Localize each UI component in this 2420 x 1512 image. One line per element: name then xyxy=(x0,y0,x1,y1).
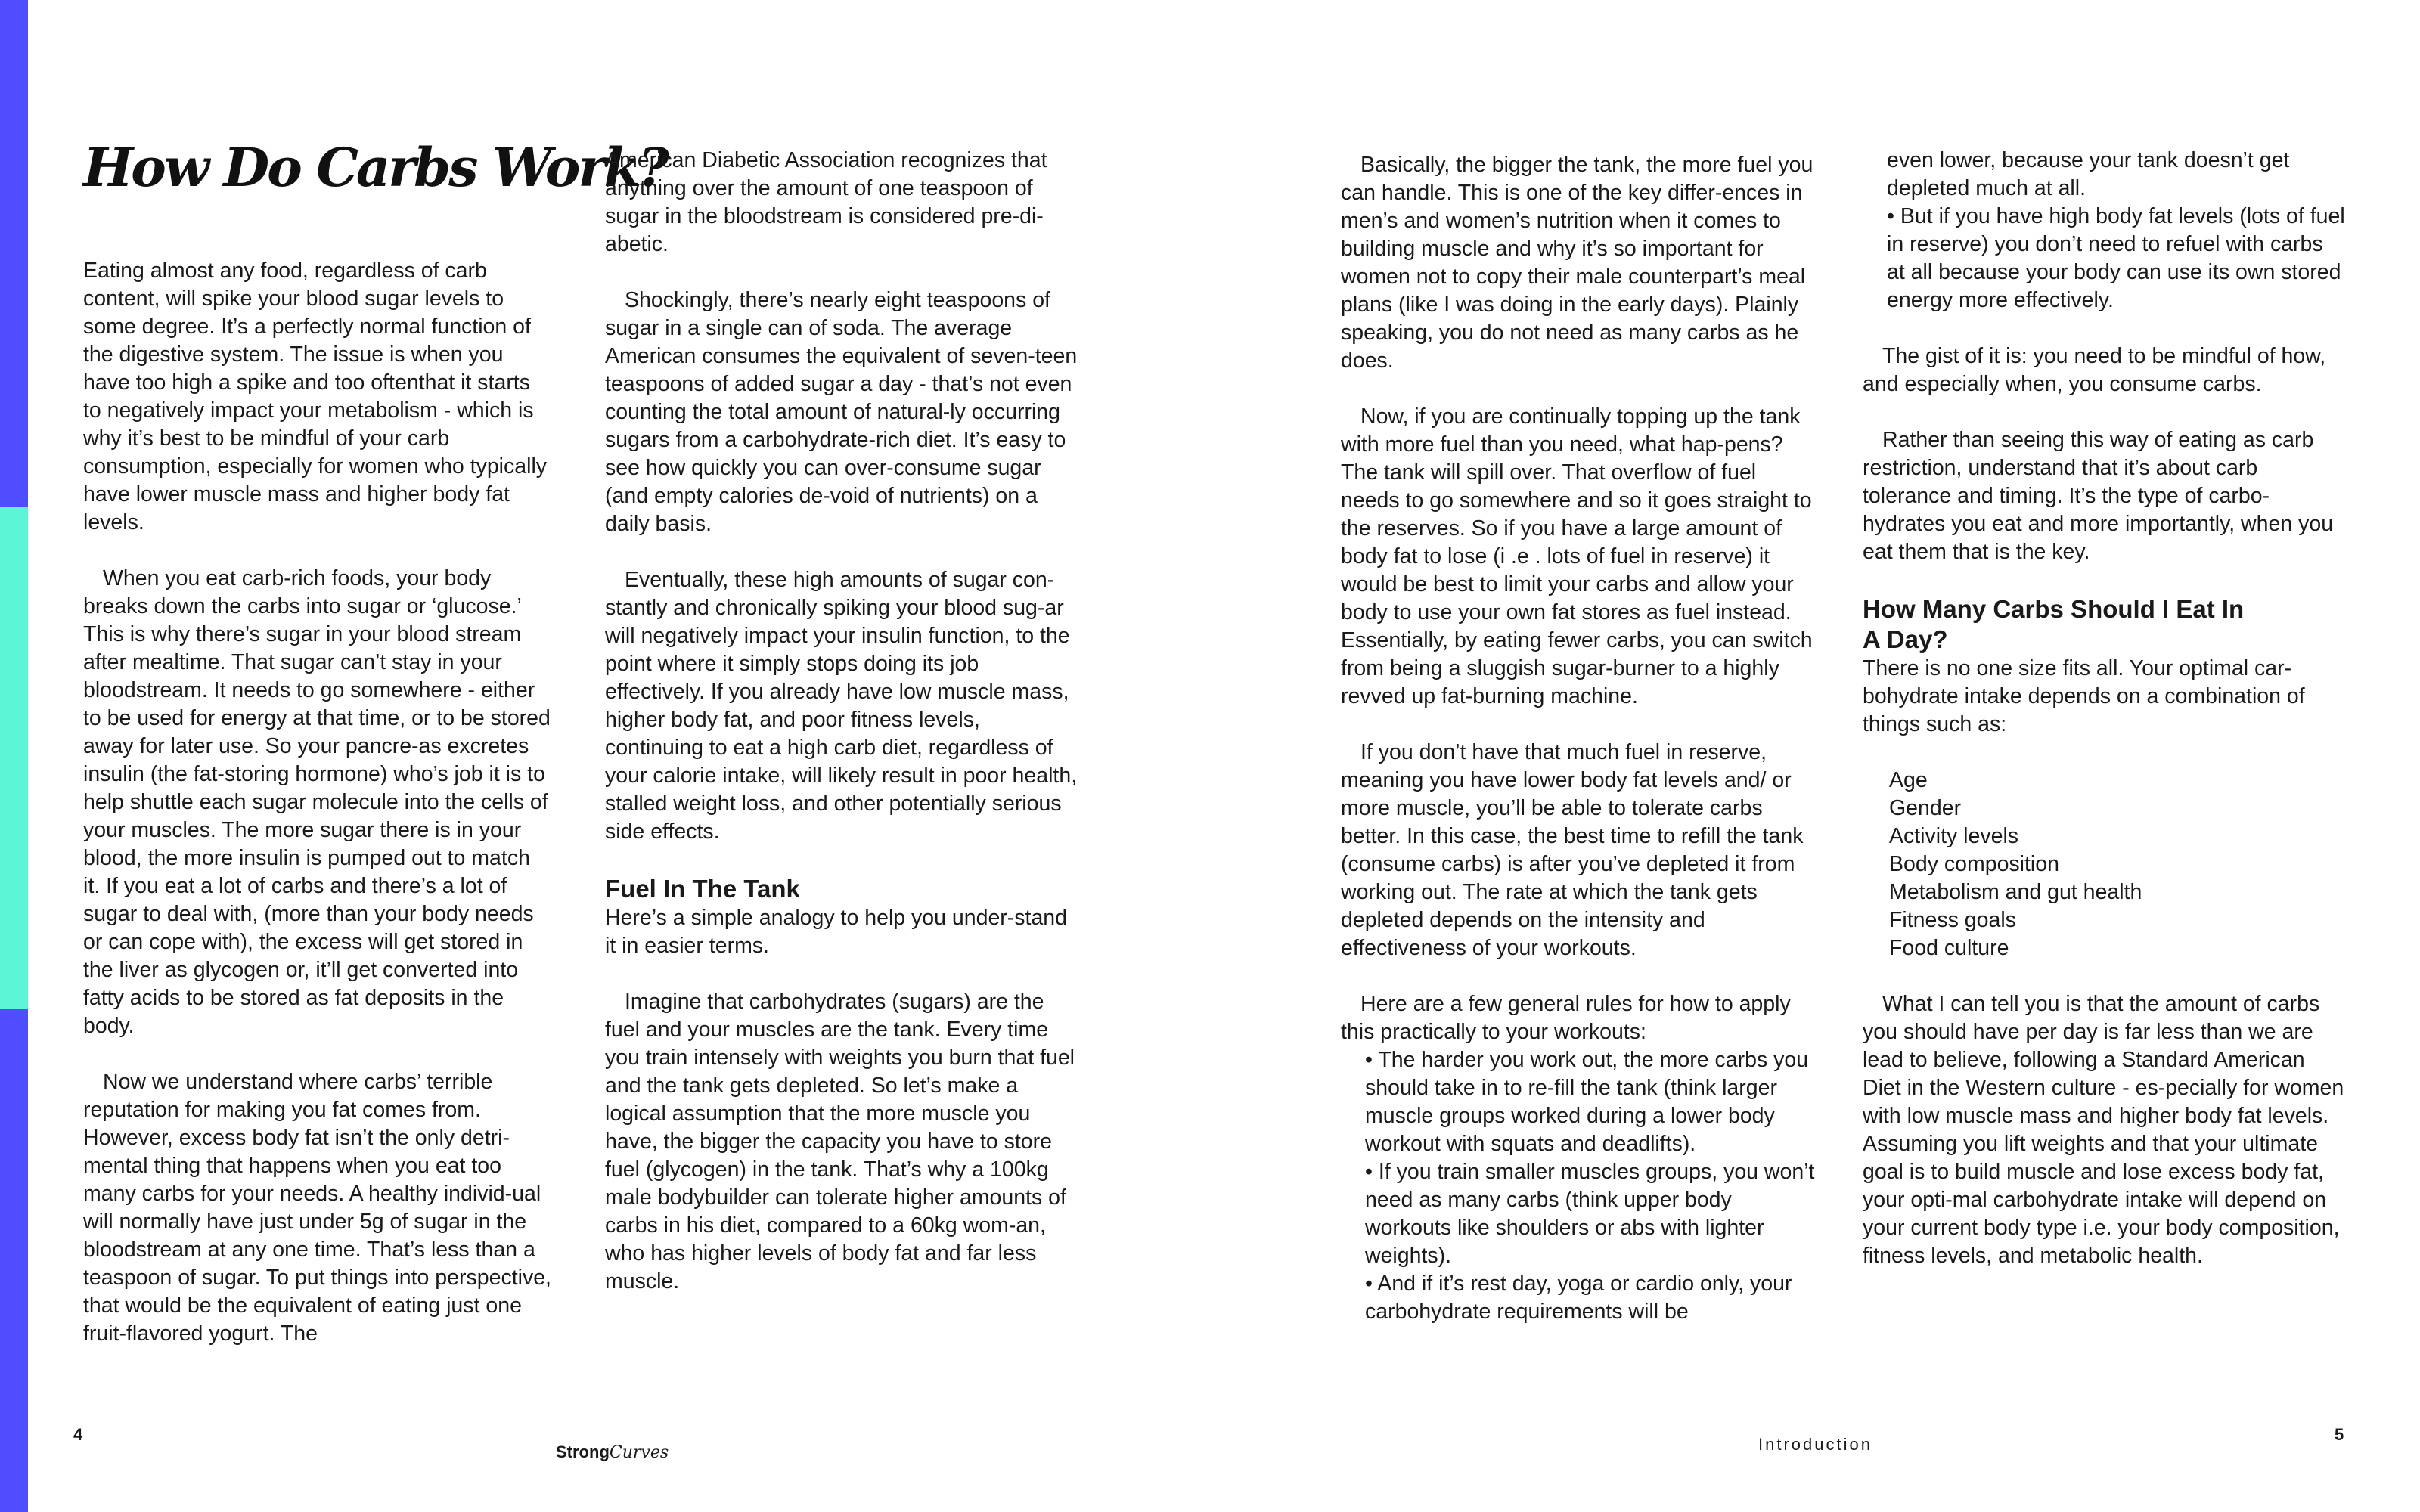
list-item: Activity levels xyxy=(1889,824,2019,848)
paragraph: When you eat carb-rich foods, your body breaks down the carbs into sugar or ‘glucose.’ This is why there’s sugar in your blood stream after mealtime. That sugar can’t stay in your bloodstream. It needs to go somewhere - either to be used for energy at that time, or to be stored away for later use. So your pancre-as excretes insulin (the fat-storing hormone) who’s job it is to help shuttle each sugar molecule into the cells of your muscles. The more sugar there is in your blood, the more insulin is pumped out to match it. If you eat a lot of carbs and there’s a lot of sugar to deal with, (more than your body needs or can cope with), the excess will get stored in the liver as glycogen or, it’ll get converted into fatty acids to be stored as fat deposits in the body. xyxy=(83,566,551,1038)
list-item: • If you train smaller muscles groups, you won’t need as many carbs (think upper body workouts like shoulders or abs with lighter weights). xyxy=(1365,1160,1815,1268)
paragraph: The gist of it is: you need to be mindful of how, and especially when, you consume carbs. xyxy=(1863,344,2326,396)
factors-list xyxy=(1863,767,2347,962)
right-column-2 xyxy=(1863,147,2347,1298)
paragraph: There is no one size fits all. Your optimal car-bohydrate intake depends on a combination of things such as: xyxy=(1863,656,2305,736)
paragraph: Now we understand where carbs’ terrible reputation for making you fat comes from. However, excess body fat isn’t the only detri-mental thing that happens when you eat too many carbs for your needs. A healthy individ-ual will normally have just under 5g of sugar in the bloodstream at any one time. That’s less than a teaspoon of sugar. To put things into perspective, that would be the equivalent of eating just one fruit-flavored yogurt. The xyxy=(83,1070,551,1346)
paragraph: Basically, the bigger the tank, the more fuel you can handle. This is one of the key differ-ences in men’s and women’s nutrition when it comes to building muscle and why it’s so important for women not to copy their male counterpart’s meal plans (like I was doing in the early days). Plainly speaking, you do not need as many carbs as he does. xyxy=(1341,153,1813,373)
list-item: • And if it’s rest day, yoga or cardio only, your carbohydrate requirements will be xyxy=(1365,1272,1792,1324)
page-number-left: 4 xyxy=(73,1425,83,1444)
list-item: Age xyxy=(1889,768,1928,792)
paragraph: Here’s a simple analogy to help you under-stand it in easier terms. xyxy=(605,906,1068,958)
list-item: Food culture xyxy=(1889,936,2009,960)
list-item: even lower, because your tank doesn’t get depleted much at all. xyxy=(1887,148,2290,200)
list-item: Metabolism and gut health xyxy=(1889,880,2142,904)
list-item: • But if you have high body fat levels (lots of fuel in reserve) you don’t need to refuel with carbs at all because your body can use its own stored energy more effectively. xyxy=(1887,204,2345,312)
accent-strip-bottom xyxy=(0,1009,28,1512)
rules-list-continued xyxy=(1863,147,2347,314)
section-label: Introduction xyxy=(1758,1435,1872,1454)
paragraph: Imagine that carbohydrates (sugars) are the fuel and your muscles are the tank. Every time you train intensely with weights you burn that fuel and the tank gets depleted. So let’s make a logical assumption that the more muscle you have, the bigger the capacity you have to store fuel (glycogen) in the tank. That’s why a 100kg male bodybuilder can tolerate higher amounts of carbs in his diet, compared to a 60kg wom-an, who has higher levels of body fat and far less muscle. xyxy=(605,990,1075,1294)
paragraph: If you don’t have that much fuel in reserve, meaning you have lower body fat levels and/ or more muscle, you’ll be able to tolerate carbs better. In this case, the best time to refill the tank (consume carbs) is after you’ve depleted it from working out. The rate at which the tank gets depleted depends on the intensity and effectiveness of your workouts. xyxy=(1341,740,1804,960)
paragraph: Eventually, these high amounts of sugar con-stantly and chronically spiking your blood sug-ar will negatively impact your insulin function, to the point where it simply stops doing its job effectively. If you already have low muscle mass, higher body fat, and poor fitness levels, continuing to eat a high carb diet, regardless of your calorie intake, will likely result in poor health, stalled weight loss, and other potentially serious side effects. xyxy=(605,568,1078,844)
left-column-2 xyxy=(605,147,1078,1324)
paragraph: Rather than seeing this way of eating as carb restriction, understand that it’s about carb tolerance and timing. It’s the type of carbo-hydrates you eat and more importantly, when you eat them that is the key. xyxy=(1863,428,2334,564)
right-column-1 xyxy=(1341,151,1817,1326)
rules-list xyxy=(1341,1046,1817,1326)
footer-logo xyxy=(556,1442,669,1462)
accent-strip-top xyxy=(0,0,28,507)
section-heading-how-many-carbs: How Many Carbs Should I Eat In A Day? xyxy=(1863,595,2245,653)
list-item: Gender xyxy=(1889,796,1962,820)
paragraph: Now, if you are continually topping up the tank with more fuel than you need, what hap-pens? The tank will spill over. That overflow of fuel needs to go somewhere and so it goes straight to the reserves. So if you have a large amount of body fat to lose (i .e . lots of fuel in reserve) it would be best to limit your carbs and allow your body to use your own fat stores as fuel instead. Essentially, by eating fewer carbs, you can switch from being a sluggish sugar-burner to a highly revved up fat-burning machine. xyxy=(1341,404,1813,708)
paragraph: Eating almost any food, regardless of carb content, will spike your blood sugar levels to some degree. It’s a perfectly normal function of the digestive system. The issue is when you have too high a spike and too oftenthat it starts to negatively impact your metabolism - which is why it’s best to be mindful of your carb consumption, especially for women who typically have lower muscle mass and higher body fat levels. xyxy=(83,259,548,534)
page-number-right: 5 xyxy=(2335,1425,2344,1444)
paragraph: Here are a few general rules for how to apply this practically to your workouts: xyxy=(1341,992,1791,1044)
footer-logo-bold: Strong xyxy=(556,1442,610,1461)
paragraph: American Diabetic Association recognizes that anything over the amount of one teaspoon of sugar in the bloodstream is considered pre-di-abetic. xyxy=(605,148,1047,256)
section-heading-fuel-in-the-tank: Fuel In The Tank xyxy=(605,875,800,903)
paragraph: What I can tell you is that the amount of carbs you should have per day is far less than we are lead to believe, following a Standard American Diet in the Western culture - es-pecially for women with low muscle mass and higher body fat levels. Assuming you lift weights and that your ultimate goal is to build muscle and lose excess body fat, your opti-mal carbohydrate intake will depend on your current body type i.e. your body composition, fitness levels, and metabolic health. xyxy=(1863,992,2344,1268)
list-item: Fitness goals xyxy=(1889,908,2016,932)
left-column-1 xyxy=(83,257,552,1376)
page-title: How Do Carbs Work? xyxy=(83,136,667,199)
accent-strip-middle xyxy=(0,507,28,1009)
footer-logo-script: Curves xyxy=(609,1443,669,1462)
list-item: • The harder you work out, the more carbs you should take in to re-fill the tank (think larger muscle groups worked during a lower body workout with squats and deadlifts). xyxy=(1365,1048,1809,1156)
list-item: Body composition xyxy=(1889,852,2059,876)
paragraph: Shockingly, there’s nearly eight teaspoons of sugar in a single can of soda. The average American consumes the equivalent of seven-teen teaspoons of added sugar a day - that’s not even counting the total amount of natural-ly occurring sugars from a carbohydrate-rich diet. It’s easy to see how quickly you can over-consume sugar (and empty calories de-void of nutrients) on a daily basis. xyxy=(605,288,1078,536)
